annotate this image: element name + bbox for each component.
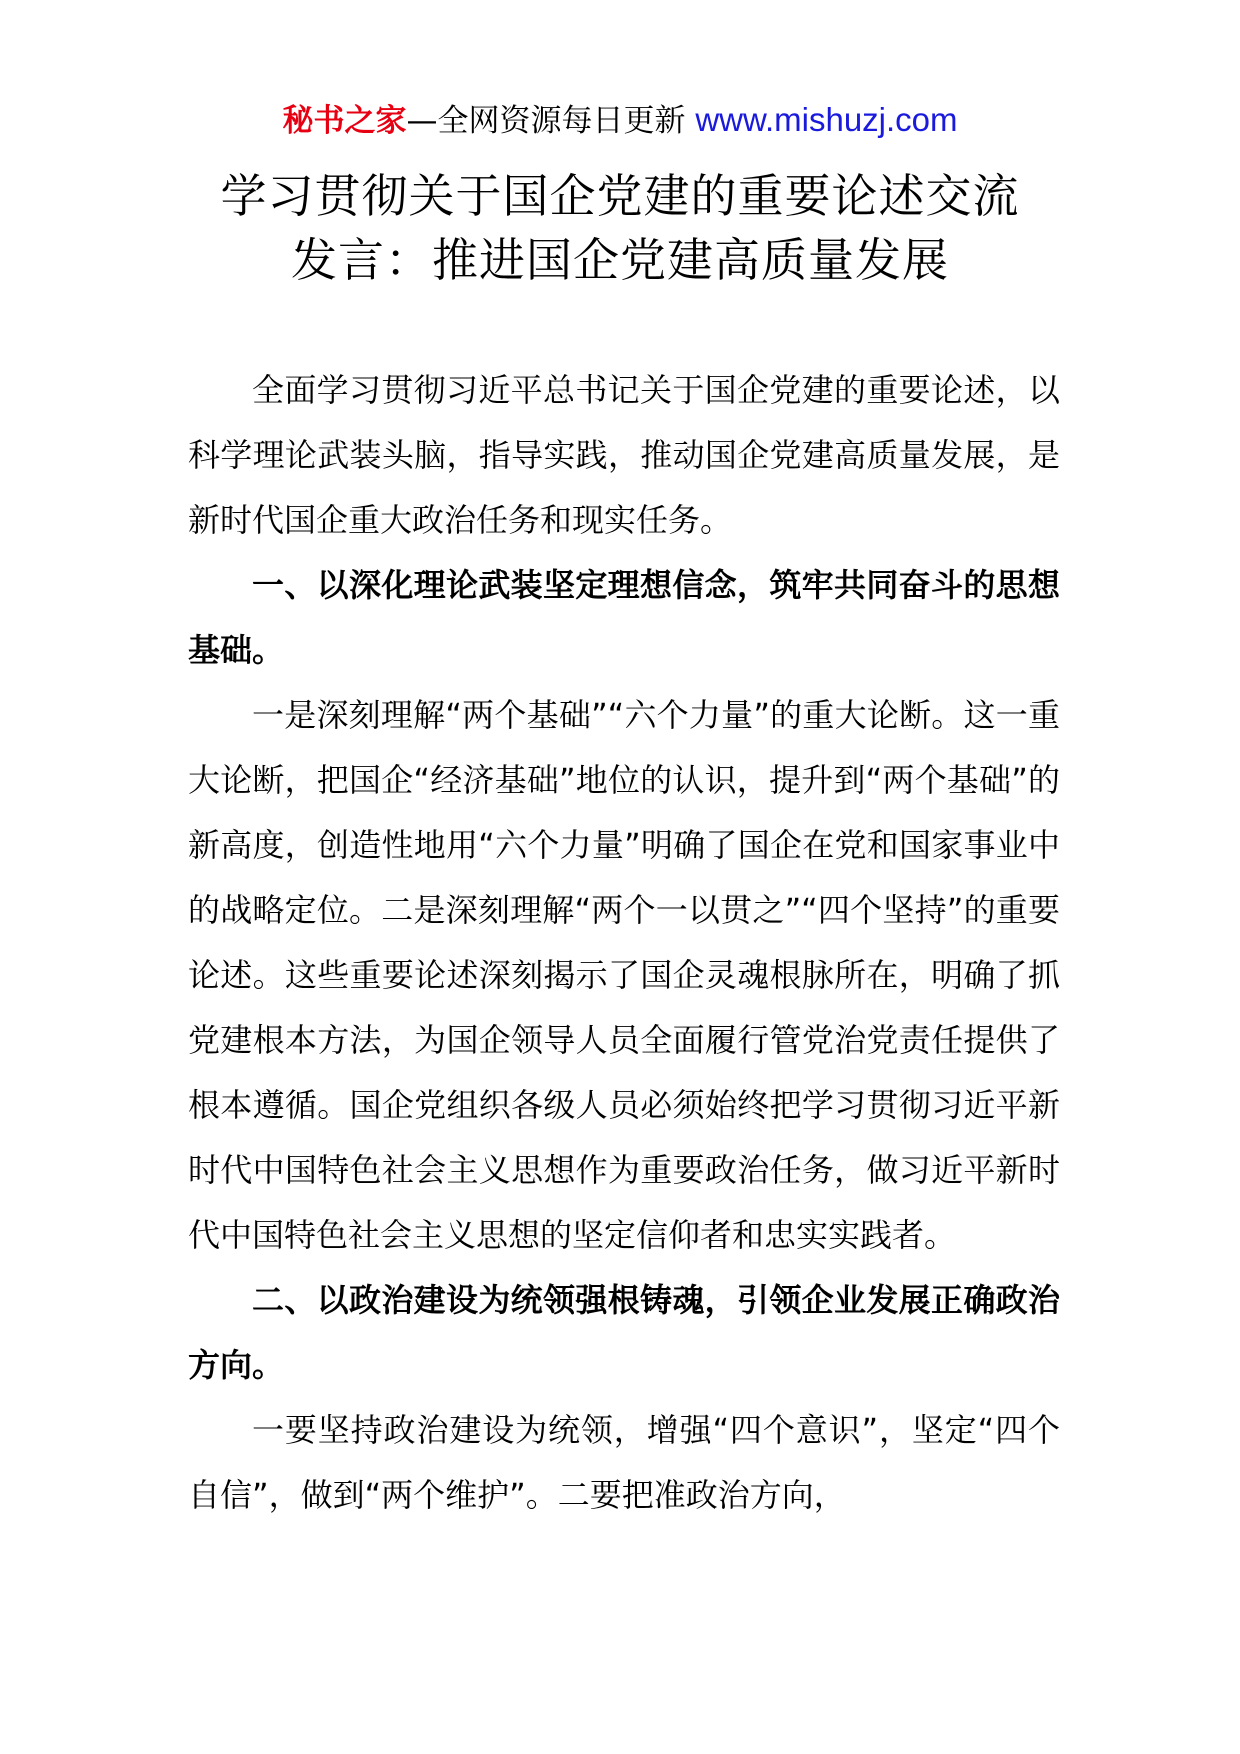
brand-name: 秘书之家 <box>282 103 407 139</box>
body-paragraph: 一要坚持政治建设为统领，增强“四个意识”，坚定“四个自信”，做到“两个维护”。二要把准政治方向， <box>188 1411 1060 1514</box>
section-heading-1: 一、以深化理论武装坚定理想信念，筑牢共同奋斗的思想基础。 <box>188 566 1060 669</box>
body-paragraph: 一是深刻理解“两个基础”“六个力量”的重大论断。这一重大论断，把国企“经济基础”地位的认识，提升到“两个基础”的新高度，创造性地用“六个力量”明确了国企在党和国家事业中的战略定位。二是深刻理解“两个一以贯之”“四个坚持”的重要论述。这些重要论述深刻揭示了国企灵魂根脉所在，明确了抓党建根本方法，为国企领导人员全面履行管党治党责任提供了根本遵循。国企党组织各级人员必须始终把学习贯彻习近平新时代中国特色社会主义思想作为重要政治任务，做习近平新时代中国特色社会主义思想的坚定信仰者和忠实实践者。 <box>188 696 1060 1254</box>
section-heading-2: 二、以政治建设为统领强根铸魂，引领企业发展正确政治方向。 <box>188 1281 1060 1384</box>
site-header <box>0 100 1240 141</box>
site-url-link[interactable]: www.mishuzj.com <box>695 101 958 138</box>
header-tagline: —全网资源每日更新 <box>406 103 686 139</box>
intro-paragraph: 全面学习贯彻习近平总书记关于国企党建的重要论述，以科学理论武装头脑，指导实践，推动国企党建高质量发展，是新时代国企重大政治任务和现实任务。 <box>188 371 1060 539</box>
document-title <box>120 164 1120 292</box>
document-body <box>188 358 1060 1528</box>
title-line-1: 学习贯彻关于国企党建的重要论述交流 <box>220 169 1020 223</box>
title-line-2: 发言：推进国企党建高质量发展 <box>291 233 949 287</box>
